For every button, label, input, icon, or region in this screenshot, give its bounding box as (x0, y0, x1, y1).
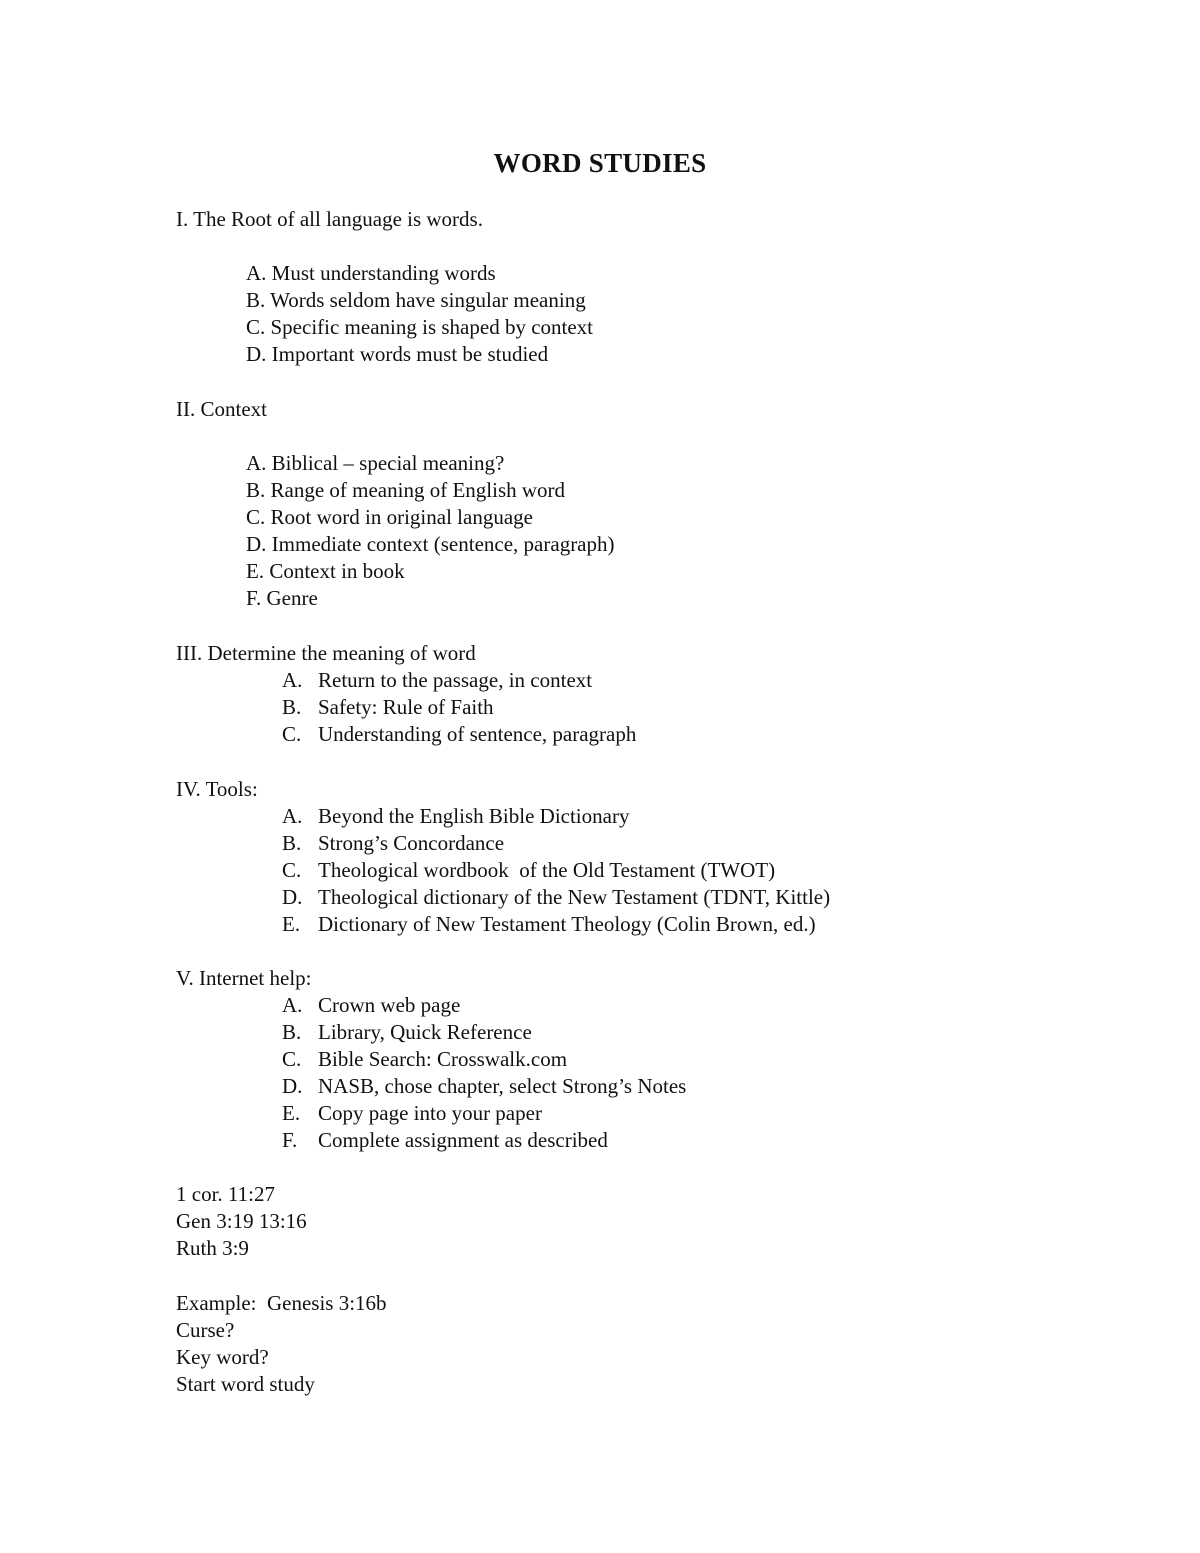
list-item (282, 1100, 542, 1127)
list-item (282, 694, 494, 721)
section-heading-5: V. Internet help: (176, 966, 312, 990)
list-item-label: C. (282, 1047, 302, 1071)
list-item-text: Dictionary of New Testament Theology (Colin Brown, ed.) (318, 912, 816, 936)
list-item-label: B. (282, 1020, 302, 1044)
section-heading-1: I. The Root of all language is words. (176, 207, 483, 231)
list-item: C. Specific meaning is shaped by context (246, 315, 594, 339)
list-item (282, 857, 775, 884)
list-item-label: F. (282, 1128, 298, 1152)
list-item-text: Beyond the English Bible Dictionary (318, 804, 630, 828)
page-title: WORD STUDIES (493, 148, 707, 178)
list-item-label: B. (282, 695, 302, 719)
list-item: A. Must understanding words (246, 261, 496, 285)
list-item-text: Return to the passage, in context (318, 668, 593, 692)
section-heading-2: II. Context (176, 397, 267, 421)
list-item: D. Important words must be studied (246, 342, 549, 366)
list-item (282, 667, 592, 694)
list-item: D. Immediate context (sentence, paragraph) (246, 532, 615, 556)
list-item (282, 992, 460, 1019)
list-item (282, 721, 636, 748)
list-item (282, 911, 816, 938)
list-item: A. Biblical – special meaning? (246, 451, 505, 475)
example-line: Example: Genesis 3:16b (176, 1291, 387, 1315)
list-item-text: Complete assignment as described (318, 1128, 608, 1152)
list-item (282, 830, 504, 857)
list-item-text: Bible Search: Crosswalk.com (318, 1047, 568, 1071)
list-item (282, 884, 830, 911)
list-item (282, 1046, 567, 1073)
list-item-text: Copy page into your paper (318, 1101, 542, 1125)
list-item (282, 803, 629, 830)
list-item-label: A. (282, 993, 303, 1017)
list-item-label: E. (282, 1101, 301, 1125)
list-item-text: Safety: Rule of Faith (318, 695, 494, 719)
reference-line: Ruth 3:9 (176, 1236, 249, 1260)
list-item-label: B. (282, 831, 302, 855)
reference-line: Gen 3:19 13:16 (176, 1209, 307, 1233)
list-item-text: Understanding of sentence, paragraph (318, 722, 637, 746)
list-item: F. Genre (246, 586, 318, 610)
list-item-text: NASB, chose chapter, select Strong’s Notes (318, 1074, 687, 1098)
list-item-text: Library, Quick Reference (318, 1020, 532, 1044)
example-line: Curse? (176, 1318, 235, 1342)
example-line: Key word? (176, 1345, 269, 1369)
list-item-label: A. (282, 668, 303, 692)
list-item: E. Context in book (246, 559, 405, 583)
list-item-text: Theological dictionary of the New Testament (TDNT, Kittle) (318, 885, 831, 909)
list-item-text: Strong’s Concordance (318, 831, 505, 855)
list-item-label: C. (282, 858, 302, 882)
example-line: Start word study (176, 1372, 315, 1396)
list-item-text: Theological wordbook of the Old Testament (TWOT) (318, 858, 776, 882)
list-item (282, 1127, 608, 1154)
list-item: B. Range of meaning of English word (246, 478, 566, 502)
list-item-label: A. (282, 804, 303, 828)
list-item-text: Crown web page (318, 993, 461, 1017)
reference-line: 1 cor. 11:27 (176, 1182, 275, 1206)
list-item: B. Words seldom have singular meaning (246, 288, 586, 312)
list-item-label: D. (282, 1074, 303, 1098)
list-item-label: D. (282, 885, 303, 909)
list-item-label: E. (282, 912, 301, 936)
list-item (282, 1073, 686, 1100)
list-item: C. Root word in original language (246, 505, 533, 529)
list-item (282, 1019, 532, 1046)
list-item-label: C. (282, 722, 302, 746)
section-heading-3: III. Determine the meaning of word (176, 641, 476, 665)
section-heading-4: IV. Tools: (176, 777, 258, 801)
